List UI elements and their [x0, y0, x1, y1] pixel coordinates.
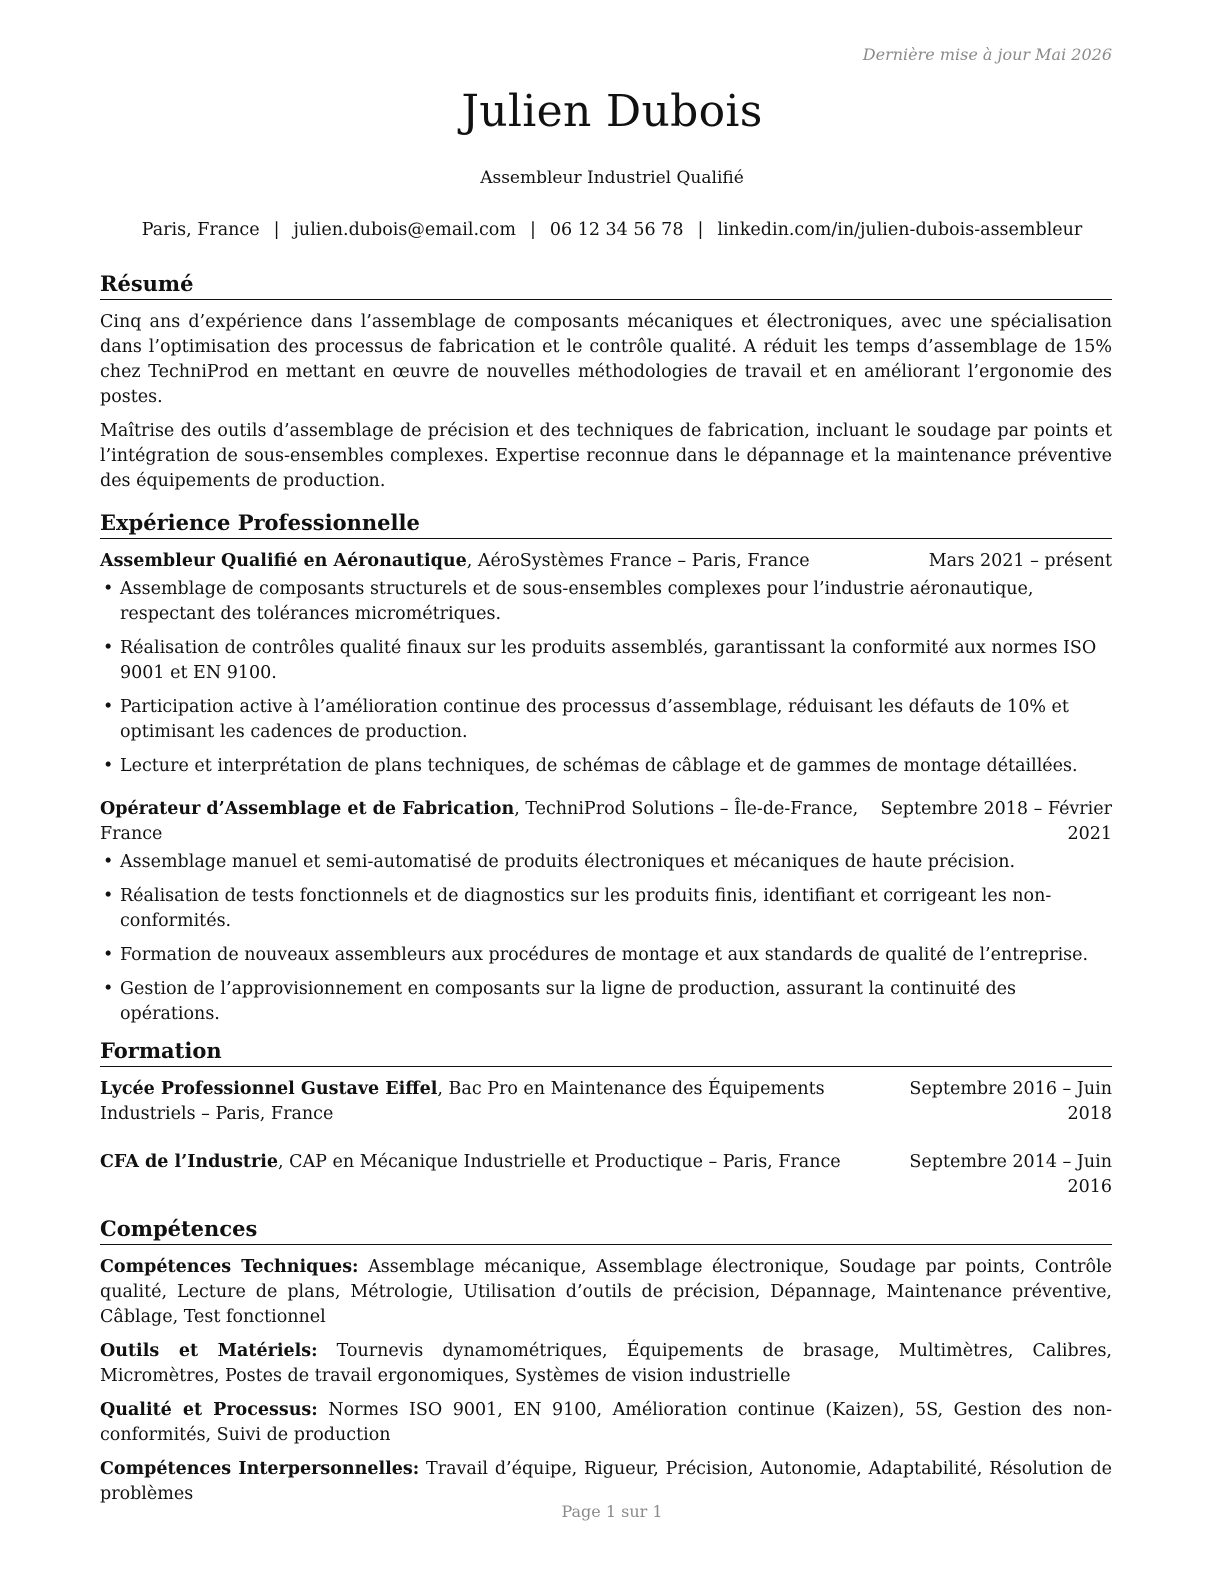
education-item: [100, 1077, 1112, 1127]
job-date: Mars 2021 – présent: [928, 551, 1112, 571]
job-company: , TechniProd Solutions – Île-de-France, France: [100, 799, 859, 844]
job-bullets: [100, 850, 1112, 1027]
contact-location: Paris, France: [141, 220, 260, 240]
skill-group: [100, 1255, 1112, 1330]
section-heading-education: Formation: [100, 1037, 1112, 1067]
skill-text: Tournevis dynamométriques, Équipements de brasage, Multimètres, Calibres, Micromètres, Postes de travail ergonomiques, Systèmes de vision industrielle: [100, 1341, 1112, 1386]
education-school: CFA de l’Industrie: [100, 1152, 279, 1172]
education-school: Lycée Professionnel Gustave Eiffel: [100, 1079, 438, 1099]
contact-linkedin[interactable]: linkedin.com/in/julien-dubois-assembleur: [717, 220, 1083, 240]
skill-text: Assemblage mécanique, Assemblage électronique, Soudage par points, Contrôle qualité, Lecture de plans, Métrologie, Utilisation d’outils de précision, Dépannage, Maintenance préventive, Câblage, Test fonctionnel: [100, 1257, 1112, 1327]
section-heading-experience: Expérience Professionnelle: [100, 509, 1112, 539]
contact-separator: |: [697, 220, 704, 240]
skill-label: Qualité et Processus:: [100, 1400, 318, 1420]
list-item: • Assemblage manuel et semi-automatisé de produits électroniques et mécaniques de haute précision.: [100, 850, 1112, 875]
education-item: [100, 1150, 1112, 1200]
skill-group: [100, 1339, 1112, 1389]
job-header: [100, 797, 1112, 847]
job-role: Assembleur Qualifié en Aéronautique: [100, 551, 467, 571]
skill-group: [100, 1457, 1112, 1507]
contact-separator: |: [273, 220, 280, 240]
list-item: • Assemblage de composants structurels et de sous-ensembles complexes pour l’industrie aéronautique, respectant des tolérances micrométriques.: [100, 577, 1112, 627]
last-updated: Dernière mise à jour Mai 2026: [862, 45, 1112, 64]
list-item: • Réalisation de contrôles qualité finaux sur les produits assemblés, garantissant la conformité aux normes ISO 9001 et EN 9100.: [100, 636, 1112, 686]
candidate-name: Julien Dubois: [461, 86, 763, 137]
contact-line: [0, 220, 1224, 240]
job-header: [100, 549, 1112, 574]
page-number: Page 1 sur 1: [561, 1502, 663, 1521]
skill-label: Compétences Interpersonnelles:: [100, 1459, 420, 1479]
education-detail: , CAP en Mécanique Industrielle et Productique – Paris, France: [278, 1152, 841, 1172]
list-item: • Participation active à l’amélioration continue des processus d’assemblage, réduisant les défauts de 10% et optimisant les cadences de production.: [100, 695, 1112, 745]
job-bullets: [100, 577, 1112, 779]
education-detail: , Bac Pro en Maintenance des Équipements Industriels – Paris, France: [100, 1079, 825, 1124]
skill-label: Compétences Techniques:: [100, 1257, 359, 1277]
list-item: • Formation de nouveaux assembleurs aux procédures de montage et aux standards de qualité de l’entreprise.: [100, 943, 1112, 968]
job-company: , AéroSystèmes France – Paris, France: [466, 551, 810, 571]
contact-phone[interactable]: 06 12 34 56 78: [549, 220, 684, 240]
contact-email[interactable]: julien.dubois@email.com: [293, 220, 516, 240]
education-date: Septembre 2014 – Juin 2016: [909, 1152, 1112, 1197]
job-role: Opérateur d’Assemblage et de Fabrication: [100, 799, 515, 819]
skill-text: Normes ISO 9001, EN 9100, Amélioration continue (Kaizen), 5S, Gestion des non-conformités, Suivi de production: [100, 1400, 1112, 1445]
education-date: Septembre 2016 – Juin 2018: [909, 1079, 1112, 1124]
section-heading-resume: Résumé: [100, 270, 1112, 300]
skill-label: Outils et Matériels:: [100, 1341, 318, 1361]
job-title: Assembleur Industriel Qualifié: [480, 168, 744, 188]
list-item: • Réalisation de tests fonctionnels et de diagnostics sur les produits finis, identifiant et corrigeant les non-conformités.: [100, 884, 1112, 934]
contact-separator: |: [529, 220, 536, 240]
skill-group: [100, 1398, 1112, 1448]
list-item: • Lecture et interprétation de plans techniques, de schémas de câblage et de gammes de montage détaillées.: [100, 754, 1112, 779]
resume-content: [100, 270, 1112, 1516]
list-item: • Gestion de l’approvisionnement en composants sur la ligne de production, assurant la continuité des opérations.: [100, 977, 1112, 1027]
resume-paragraph: Cinq ans d’expérience dans l’assemblage de composants mécaniques et électroniques, avec une spécialisation dans l’optimisation des processus de fabrication et le contrôle qualité. A réduit les temps d’assemblage de 15% chez TechniProd en mettant en œuvre de nouvelles méthodologies de travail et en améliorant l’ergonomie des postes.: [100, 312, 1112, 407]
resume-paragraph: Maîtrise des outils d’assemblage de précision et des techniques de fabrication, incluant le soudage par points et l’intégration de sous-ensembles complexes. Expertise reconnue dans le dépannage et la maintenance préventive des équipements de production.: [100, 421, 1112, 491]
section-heading-skills: Compétences: [100, 1215, 1112, 1245]
job-date: Septembre 2018 – Février 2021: [880, 799, 1112, 844]
skill-text: Travail d’équipe, Rigueur, Précision, Autonomie, Adaptabilité, Résolution de problèmes: [100, 1459, 1113, 1504]
